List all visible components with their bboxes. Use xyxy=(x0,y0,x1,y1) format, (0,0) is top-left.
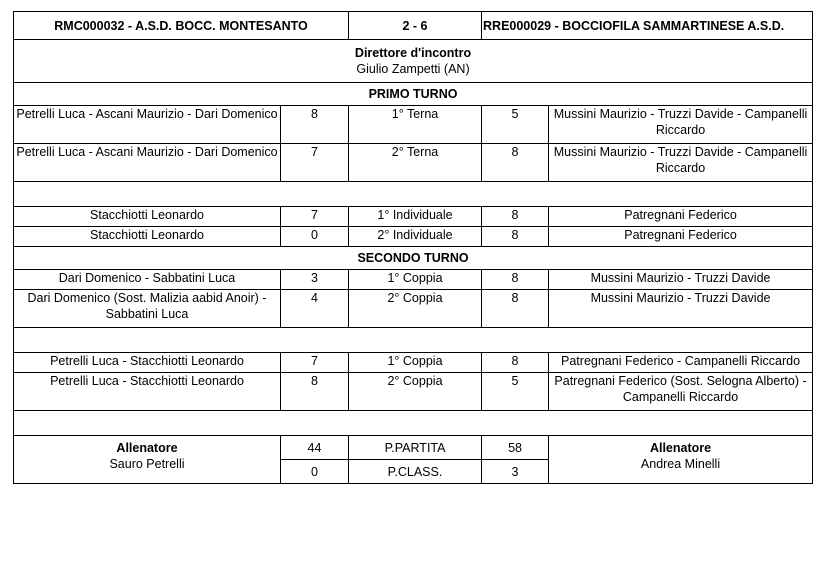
game-type: 2° Terna xyxy=(349,144,482,182)
home-players: Dari Domenico (Sost. Malizia aabid Anoir) - Sabbatini Luca xyxy=(14,290,281,328)
spacer-row xyxy=(14,182,813,207)
away-coach-cell xyxy=(549,436,813,484)
away-players: Mussini Maurizio - Truzzi Davide - Campanelli Riccardo xyxy=(549,106,813,144)
away-score: 5 xyxy=(482,106,549,144)
away-score: 8 xyxy=(482,144,549,182)
away-score: 8 xyxy=(482,227,549,247)
game-type: 1° Terna xyxy=(349,106,482,144)
away-players: Patregnani Federico xyxy=(549,207,813,227)
match-score: 2 - 6 xyxy=(349,12,482,40)
game-row xyxy=(14,373,813,411)
director-label: Direttore d'incontro xyxy=(354,46,472,60)
partita-home-points: 44 xyxy=(281,436,349,460)
game-row xyxy=(14,227,813,247)
section-title-primo: PRIMO TURNO xyxy=(14,83,813,106)
away-players: Patregnani Federico - Campanelli Riccardo xyxy=(549,353,813,373)
home-players: Petrelli Luca - Ascani Maurizio - Dari Domenico xyxy=(14,106,281,144)
game-type: 1° Coppia xyxy=(349,353,482,373)
spacer-cell xyxy=(14,182,813,207)
home-players: Stacchiotti Leonardo xyxy=(14,207,281,227)
game-type: 1° Individuale xyxy=(349,207,482,227)
home-players: Petrelli Luca - Ascani Maurizio - Dari Domenico xyxy=(14,144,281,182)
partita-away-points: 58 xyxy=(482,436,549,460)
home-score: 8 xyxy=(281,373,349,411)
game-row xyxy=(14,106,813,144)
director-name: Giulio Zampetti (AN) xyxy=(356,62,470,76)
home-score: 0 xyxy=(281,227,349,247)
home-players: Stacchiotti Leonardo xyxy=(14,227,281,247)
section-row-primo xyxy=(14,83,813,106)
home-coach-cell xyxy=(14,436,281,484)
home-coach-name: Sauro Petrelli xyxy=(109,457,185,471)
footer-row-partita xyxy=(14,436,813,460)
director-row xyxy=(14,40,813,83)
game-type: 2° Coppia xyxy=(349,290,482,328)
home-score: 7 xyxy=(281,207,349,227)
section-title-secondo: SECONDO TURNO xyxy=(14,247,813,270)
home-team-name: RMC000032 - A.S.D. BOCC. MONTESANTO xyxy=(14,12,349,40)
home-score: 7 xyxy=(281,353,349,373)
away-score: 8 xyxy=(482,270,549,290)
section-row-secondo xyxy=(14,247,813,270)
game-type: 2° Coppia xyxy=(349,373,482,411)
away-players: Mussini Maurizio - Truzzi Davide - Campanelli Riccardo xyxy=(549,144,813,182)
home-score: 8 xyxy=(281,106,349,144)
away-coach-label: Allenatore xyxy=(649,441,712,455)
away-score: 8 xyxy=(482,290,549,328)
home-players: Dari Domenico - Sabbatini Luca xyxy=(14,270,281,290)
home-score: 7 xyxy=(281,144,349,182)
class-away-points: 3 xyxy=(482,460,549,484)
away-players: Mussini Maurizio - Truzzi Davide xyxy=(549,290,813,328)
match-report-table xyxy=(13,11,813,484)
spacer-row xyxy=(14,411,813,436)
away-players: Patregnani Federico xyxy=(549,227,813,247)
spacer-row xyxy=(14,328,813,353)
home-coach-label: Allenatore xyxy=(116,441,178,455)
home-score: 3 xyxy=(281,270,349,290)
game-row xyxy=(14,207,813,227)
class-home-points: 0 xyxy=(281,460,349,484)
partita-label: P.PARTITA xyxy=(349,436,482,460)
away-score: 8 xyxy=(482,207,549,227)
game-type: 2° Individuale xyxy=(349,227,482,247)
game-type: 1° Coppia xyxy=(349,270,482,290)
game-row xyxy=(14,353,813,373)
spacer-cell xyxy=(14,328,813,353)
away-score: 8 xyxy=(482,353,549,373)
game-row xyxy=(14,144,813,182)
home-score: 4 xyxy=(281,290,349,328)
away-team-name: RRE000029 - BOCCIOFILA SAMMARTINESE A.S.D. xyxy=(482,12,813,40)
away-players: Patregnani Federico (Sost. Selogna Alberto) - Campanelli Riccardo xyxy=(549,373,813,411)
game-row xyxy=(14,270,813,290)
class-label: P.CLASS. xyxy=(349,460,482,484)
away-score: 5 xyxy=(482,373,549,411)
match-header-row xyxy=(14,12,813,40)
away-players: Mussini Maurizio - Truzzi Davide xyxy=(549,270,813,290)
away-coach-name: Andrea Minelli xyxy=(640,457,721,471)
director-cell xyxy=(14,40,813,83)
game-row xyxy=(14,290,813,328)
home-players: Petrelli Luca - Stacchiotti Leonardo xyxy=(14,353,281,373)
home-players: Petrelli Luca - Stacchiotti Leonardo xyxy=(14,373,281,411)
spacer-cell xyxy=(14,411,813,436)
